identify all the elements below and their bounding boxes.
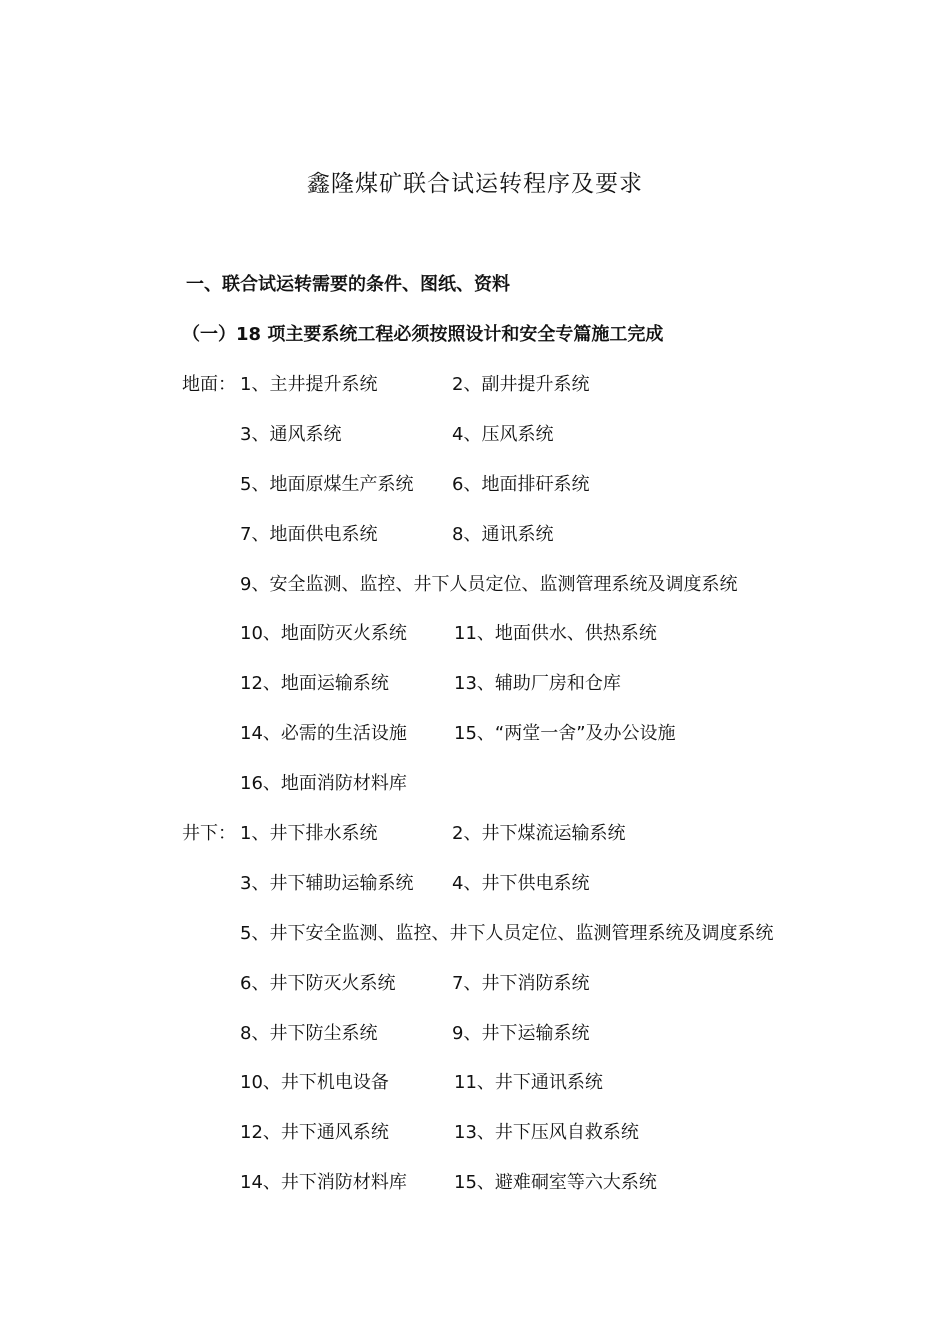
system-item: 16、地面消防材料库 [240, 773, 407, 795]
system-item: 14、井下消防材料库 [240, 1172, 407, 1194]
surface-systems-list [182, 371, 882, 820]
system-item: 3、井下辅助运输系统 [240, 872, 414, 894]
system-item: 15、“两堂一舍”及办公设施 [454, 723, 676, 745]
system-item: 14、必需的生活设施 [240, 723, 407, 745]
system-item: 8、井下防尘系统 [240, 1022, 378, 1044]
system-item: 8、通讯系统 [452, 523, 554, 545]
list-item [182, 421, 882, 471]
system-item: 4、压风系统 [452, 423, 554, 445]
section-heading: 一、联合试运转需要的条件、图纸、资料 [186, 274, 510, 295]
system-item: 2、井下煤流运输系统 [452, 823, 626, 844]
list-item [182, 1119, 882, 1169]
list-item [182, 920, 882, 970]
list-item [182, 1169, 882, 1219]
system-item: 10、井下机电设备 [240, 1072, 389, 1094]
list-item [182, 870, 882, 920]
system-item: 1、井下排水系统 [240, 823, 378, 844]
list-item [182, 521, 882, 571]
list-item [182, 820, 882, 870]
list-item [182, 371, 882, 421]
surface-label: 地面： [182, 374, 236, 395]
system-item: 13、辅助厂房和仓库 [454, 673, 621, 695]
system-item: 9、安全监测、监控、井下人员定位、监测管理系统及调度系统 [240, 573, 738, 595]
system-item: 5、地面原煤生产系统 [240, 473, 414, 495]
system-item: 4、井下供电系统 [452, 872, 590, 894]
list-item [182, 670, 882, 720]
system-item: 15、避难硐室等六大系统 [454, 1172, 657, 1194]
list-item [182, 770, 882, 820]
subsection-heading: （一）18 项主要系统工程必须按照设计和安全专篇施工完成 [182, 324, 664, 345]
system-item: 11、井下通讯系统 [454, 1072, 603, 1094]
list-item [182, 471, 882, 521]
list-item [182, 720, 882, 770]
list-item [182, 571, 882, 621]
underground-systems-list [182, 820, 882, 1219]
system-item: 3、通风系统 [240, 423, 342, 445]
system-item: 11、地面供水、供热系统 [454, 623, 657, 645]
system-item: 12、地面运输系统 [240, 673, 389, 695]
system-item: 9、井下运输系统 [452, 1022, 590, 1044]
system-item: 13、井下压风自救系统 [454, 1122, 639, 1144]
list-item [182, 1020, 882, 1070]
system-item: 2、副井提升系统 [452, 374, 590, 395]
system-item: 12、井下通风系统 [240, 1122, 389, 1144]
system-item: 6、井下防灭火系统 [240, 972, 396, 994]
system-item: 7、井下消防系统 [452, 972, 590, 994]
system-item: 10、地面防灭火系统 [240, 623, 407, 645]
system-item: 6、地面排矸系统 [452, 473, 590, 495]
system-item: 7、地面供电系统 [240, 523, 378, 545]
system-item: 1、主井提升系统 [240, 374, 378, 395]
list-item [182, 1069, 882, 1119]
system-item: 5、井下安全监测、监控、井下人员定位、监测管理系统及调度系统 [240, 922, 774, 944]
list-item [182, 970, 882, 1020]
list-item [182, 620, 882, 670]
document-title: 鑫隆煤矿联合试运转程序及要求 [307, 171, 643, 197]
underground-label: 井下： [182, 823, 236, 844]
